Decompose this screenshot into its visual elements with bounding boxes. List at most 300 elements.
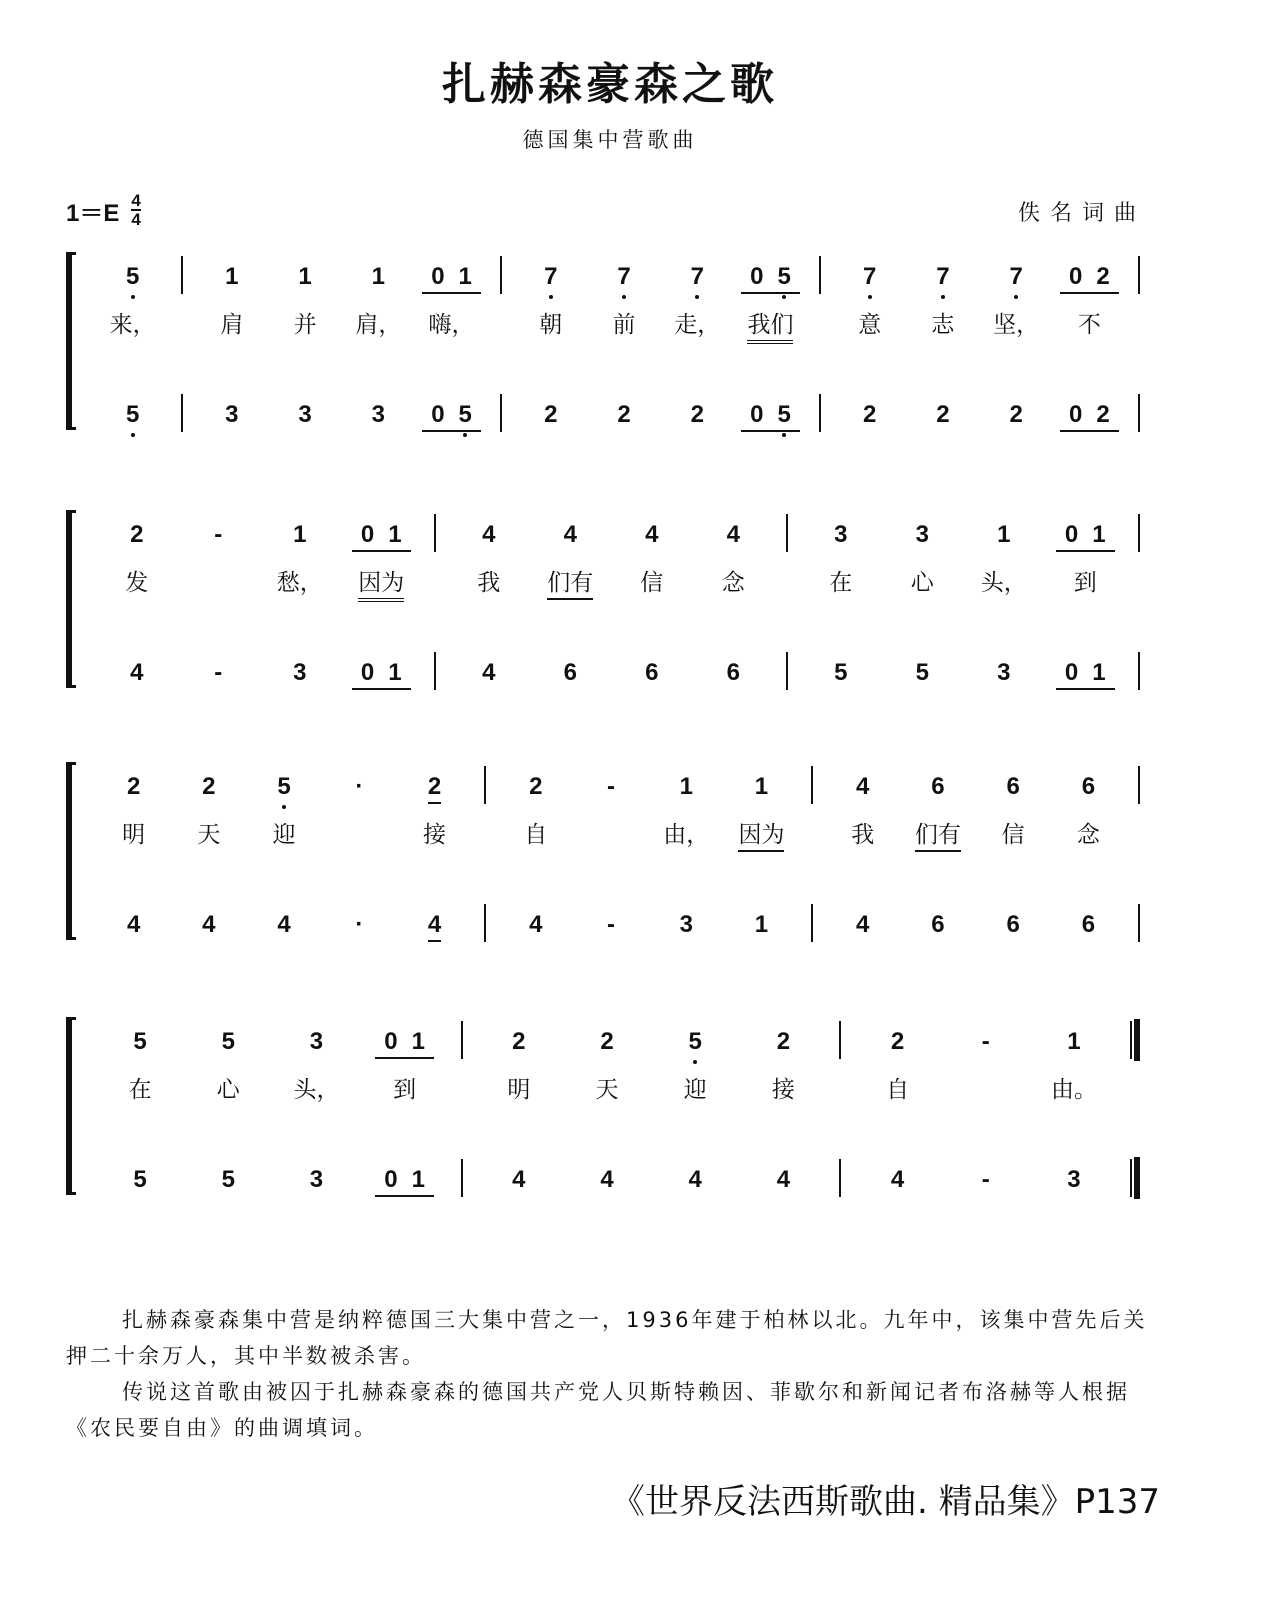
note: - [981,1028,990,1055]
lyric [980,306,1053,339]
upper-voice-note [900,772,975,802]
note: 2 [202,773,216,800]
upper-voice-note [587,262,660,292]
lower-voice-note [900,910,975,940]
note: 1 [458,263,472,290]
lyric [587,306,660,339]
lyric [661,306,734,339]
note: 6 [1006,911,1020,938]
lower-voice-note [853,1165,941,1195]
note: 0 [1069,401,1083,428]
lyric-text: 因为 [358,570,404,602]
lyric-text: 志 [931,312,955,338]
lyric-text: 明 [122,822,146,848]
upper-voice-note [611,520,693,550]
note: 2 [600,1028,614,1055]
beat [651,1027,739,1212]
lyric [833,306,906,339]
note: 3 [293,659,307,686]
lyric [475,1071,563,1104]
upper-voice-note [341,520,423,550]
note: 1 [679,773,693,800]
note: 2 [126,773,141,800]
note: 5 [777,401,791,428]
note: 4 [529,911,543,938]
note: 4 [600,1166,614,1193]
measure [96,520,422,705]
system-bracket [66,1017,72,1195]
lyric-text: 信 [640,570,664,596]
beat [268,262,341,447]
note: 5 [834,659,848,686]
note: 1 [298,263,312,290]
note: - [607,911,615,938]
upper-voice-note [514,262,587,292]
eighth-note-pair [741,262,800,294]
lyric-text: 坚， [993,312,1040,338]
lyric [171,816,246,849]
note: 6 [931,911,945,938]
upper-voice-note [322,772,397,802]
upper-voice-note [448,520,530,550]
note: 3 [679,911,693,938]
system-bracket [66,762,72,940]
upper-voice-note [397,772,472,802]
lyric-text: 到 [1073,570,1097,596]
barline [434,520,436,705]
lyric-text: 明 [507,1077,531,1103]
lyric [900,816,975,849]
lower-voice-note [397,910,472,940]
measure [96,262,169,447]
note: 0 [1064,659,1079,686]
lyric-text: 迎 [272,822,296,848]
note: 1 [997,521,1011,548]
upper-voice-note [739,1027,827,1057]
upper-voice-note [800,520,882,550]
upper-voice-note [246,772,321,802]
lyric [1030,1071,1118,1104]
note: 1 [1067,1028,1081,1055]
note: 2 [1009,401,1023,428]
source-citation: 《世界反法西斯歌曲. 精品集》P137 [610,1482,1160,1522]
measure [498,772,799,957]
beat [1053,262,1126,447]
note: 6 [1081,773,1096,800]
note: 0 [431,263,445,290]
upper-voice-note [693,520,775,550]
note: 0 [384,1166,398,1193]
lower-voice-note [171,910,246,940]
upper-voice-note [1051,772,1126,802]
upper-voice-note [530,520,612,550]
lyric-text: 们有 [915,822,961,852]
beat [563,1027,651,1212]
beat [498,772,573,957]
eighth-note-pair [1056,520,1115,552]
lyric-text: 走， [674,312,721,338]
note: 1 [754,911,769,938]
upper-voice-note [184,1027,272,1057]
note: 5 [277,773,291,800]
lyric [976,816,1051,849]
note: 2 [529,773,543,800]
lower-voice-note [906,400,979,430]
note: 4 [482,521,496,548]
lower-voice-note [942,1165,1030,1195]
barline [1138,772,1140,957]
beat [448,520,530,705]
note: 7 [544,263,558,290]
note: 1 [411,1028,426,1055]
upper-voice-note [649,772,724,802]
note: 4 [277,911,291,938]
lyric [882,564,964,597]
lower-voice-note [96,400,169,430]
upper-voice-note [853,1027,941,1057]
lyric [853,1071,941,1104]
measure [514,262,807,447]
lower-voice-note [96,658,178,688]
lyric-text: 朝 [539,312,563,338]
upper-voice-note [882,520,964,550]
note: 3 [915,521,929,548]
lower-voice-note [415,400,488,430]
final-barline [1130,1027,1140,1212]
lyric [563,1071,651,1104]
lyric-text: 在 [128,1077,152,1103]
lyric [259,564,341,597]
lyric [825,816,900,849]
beat [514,262,587,447]
lower-voice-note [611,658,693,688]
note: 3 [298,401,312,428]
beat [530,520,612,705]
lower-voice-note [475,1165,563,1195]
lyric [649,816,724,849]
lyric-text: 来， [109,312,156,338]
beat [825,772,900,957]
note: 0 [360,659,375,686]
lower-voice-note [724,910,799,940]
upper-voice-note [415,262,488,292]
lower-voice-note [963,658,1045,688]
note-paragraph: 扎赫森豪森集中营是纳粹德国三大集中营之一，1936年建于柏林以北。九年中，该集中营先后关押二十余万人，其中半数被杀害。 [66,1308,1148,1368]
note: 2 [1096,401,1110,428]
lyric [1051,816,1126,849]
lower-voice-note [178,658,260,688]
lyric [448,564,530,597]
note: 1 [411,1166,426,1193]
lower-voice-note [739,1165,827,1195]
note: 1 [388,659,402,686]
lyric [530,564,612,597]
lower-voice-note [195,400,268,430]
note: 0 [750,263,764,290]
note: 4 [856,911,870,938]
lyric [724,816,799,849]
note: 1 [371,263,385,290]
note: 2 [690,401,704,428]
note: 5 [133,1166,147,1193]
lower-voice-note [980,400,1053,430]
lyric [800,564,882,597]
beat [573,772,648,957]
note: 5 [777,263,791,290]
eighth-note-pair [352,520,411,552]
note: 7 [690,263,704,290]
lower-voice-note [246,910,321,940]
barline [786,520,788,705]
note: 5 [125,263,140,290]
lyric-text: 接 [771,1077,795,1103]
note: 2 [776,1028,791,1055]
lyric-text: 并 [293,312,317,338]
lower-voice-note [587,400,660,430]
barline [181,262,183,447]
beat [980,262,1053,447]
lyric [361,1071,449,1104]
lower-voice-note [322,910,397,940]
lower-voice-note [833,400,906,430]
song-notes [66,1302,1161,1446]
measure [800,520,1126,705]
lyric-text: 信 [1001,822,1025,848]
upper-voice-note [268,262,341,292]
lower-voice-note [530,658,612,688]
note: 0 [360,521,375,548]
lyric-text: 肩 [220,312,244,338]
note: 4 [126,911,141,938]
note: 1 [225,263,239,290]
lower-voice-note [268,400,341,430]
eighth-note-pair [422,400,481,432]
note: 5 [221,1028,235,1055]
note: 5 [688,1028,702,1055]
lyric-text: 发 [125,570,149,596]
upper-voice-note [573,772,648,802]
upper-voice-note [195,262,268,292]
beat [195,262,268,447]
barline [1138,520,1140,705]
lyric-text: 自 [524,822,548,848]
note: 2 [544,401,558,428]
lower-voice-note [184,1165,272,1195]
lower-voice-note [272,1165,360,1195]
beat [259,520,341,705]
note: 3 [1067,1166,1081,1193]
lyric-text: 念 [721,570,745,596]
note: 6 [931,773,945,800]
note: 2 [617,401,631,428]
lower-voice-note [341,658,423,688]
lyric-text: 迎 [683,1077,707,1103]
lyric [963,564,1045,597]
beat [833,262,906,447]
note: 5 [133,1028,147,1055]
lyric-text: 前 [612,312,636,338]
note-paragraph: 传说这首歌由被囚于扎赫森豪森的德国共产党人贝斯特赖因、菲歇尔和新闻记者布洛赫等人根据《农民要自由》的曲调填词。 [66,1380,1130,1440]
lyric [342,306,415,339]
lyric-text: 头， [980,570,1027,596]
barline [811,772,813,957]
lower-voice-note [651,1165,739,1195]
beat [1030,1027,1118,1212]
note: 6 [1006,773,1020,800]
lyric [906,306,979,339]
beat [246,772,321,957]
note: 6 [645,659,659,686]
note: 0 [750,401,764,428]
note: 2 [863,401,877,428]
lyric-text: 不 [1077,312,1101,338]
lyric-text: 天 [197,822,221,848]
lyric [397,816,472,849]
lyric-text: 天 [595,1077,619,1103]
beat [963,520,1045,705]
lyric-text: 接 [423,822,447,848]
lyric-text: 念 [1076,822,1100,848]
lyric [184,1071,272,1104]
beat [342,262,415,447]
lyric-text: 自 [886,1077,910,1103]
upper-voice-note [825,772,900,802]
beat [96,520,178,705]
note: 1 [293,521,307,548]
beat [96,772,171,957]
upper-voice-note [178,520,260,550]
lower-voice-note [734,400,807,430]
upper-voice-note [651,1027,739,1057]
lyric-text: 嗨， [428,312,475,338]
note: 1 [1092,521,1106,548]
lyric [611,564,693,597]
note: 5 [915,659,929,686]
upper-voice-note [661,262,734,292]
beat [693,520,775,705]
lyric [96,564,178,597]
upper-voice-note [96,772,171,802]
lyric-text: 意 [858,312,882,338]
upper-voice-note [563,1027,651,1057]
beat [1051,772,1126,957]
note: 4 [645,521,659,548]
upper-voice-note [724,772,799,802]
lyric [96,306,169,339]
lower-voice-note [573,910,648,940]
lyric [734,306,807,339]
note: 6 [726,659,740,686]
lower-voice-note [1030,1165,1118,1195]
lyric-text: 愁， [276,570,323,596]
lower-voice-note [448,658,530,688]
barline [1138,262,1140,447]
score-system [66,772,1152,957]
note: 2 [130,521,144,548]
lower-voice-note [96,910,171,940]
lyric [498,816,573,849]
note: - [214,659,223,686]
lyric-text: 到 [393,1077,417,1103]
beat [587,262,660,447]
lower-voice-note [693,658,775,688]
measure [475,1027,828,1212]
lower-voice-note [800,658,882,688]
lyric [272,1071,360,1104]
beat [734,262,807,447]
lower-voice-note [976,910,1051,940]
beat [415,262,488,447]
note: 0 [384,1028,398,1055]
note: 4 [130,659,144,686]
lyric [195,306,268,339]
lower-voice-note [342,400,415,430]
barline [484,772,486,957]
lower-voice-note [514,400,587,430]
note: 4 [776,1166,791,1193]
lyric [341,564,423,597]
note: 7 [863,263,877,290]
upper-voice-note [906,262,979,292]
lyric [1045,564,1127,597]
note: 3 [309,1166,324,1193]
note: 5 [221,1166,235,1193]
eighth-note-pair [1060,262,1119,294]
lower-voice-note [882,658,964,688]
beat [272,1027,360,1212]
note: 2 [1096,263,1110,290]
barline [819,262,821,447]
time-bottom: 4 [131,210,141,229]
note: 4 [563,521,577,548]
upper-voice-note [963,520,1045,550]
lyric-text: 我们 [747,312,793,344]
lyric-text: 由， [663,822,710,848]
barline [500,262,502,447]
note: 1 [388,521,402,548]
lower-voice-note [1051,910,1126,940]
eighth-note-pair [375,1027,434,1059]
note: - [607,773,615,800]
beat [800,520,882,705]
note: 5 [458,401,472,428]
eighth-note-pair [375,1165,434,1197]
note: 1 [754,773,769,800]
note: 7 [936,263,950,290]
lower-voice-note [259,658,341,688]
beat [96,262,169,447]
score-system [66,520,1152,705]
measure [195,262,488,447]
time-top: 4 [131,191,141,210]
lower-voice-note [498,910,573,940]
note: · [355,911,364,938]
measure [448,520,774,705]
lyric-text: 心 [216,1077,240,1103]
barline [839,1027,841,1212]
upper-voice-note [272,1027,360,1057]
upper-voice-note [342,262,415,292]
upper-voice-note [1045,520,1127,550]
lyric [415,306,488,339]
beat [724,772,799,957]
note: 6 [563,659,577,686]
note: 2 [428,772,441,804]
note: 7 [1009,263,1023,290]
note: 4 [726,521,740,548]
upper-voice-note [96,520,178,550]
note: 5 [125,401,140,428]
